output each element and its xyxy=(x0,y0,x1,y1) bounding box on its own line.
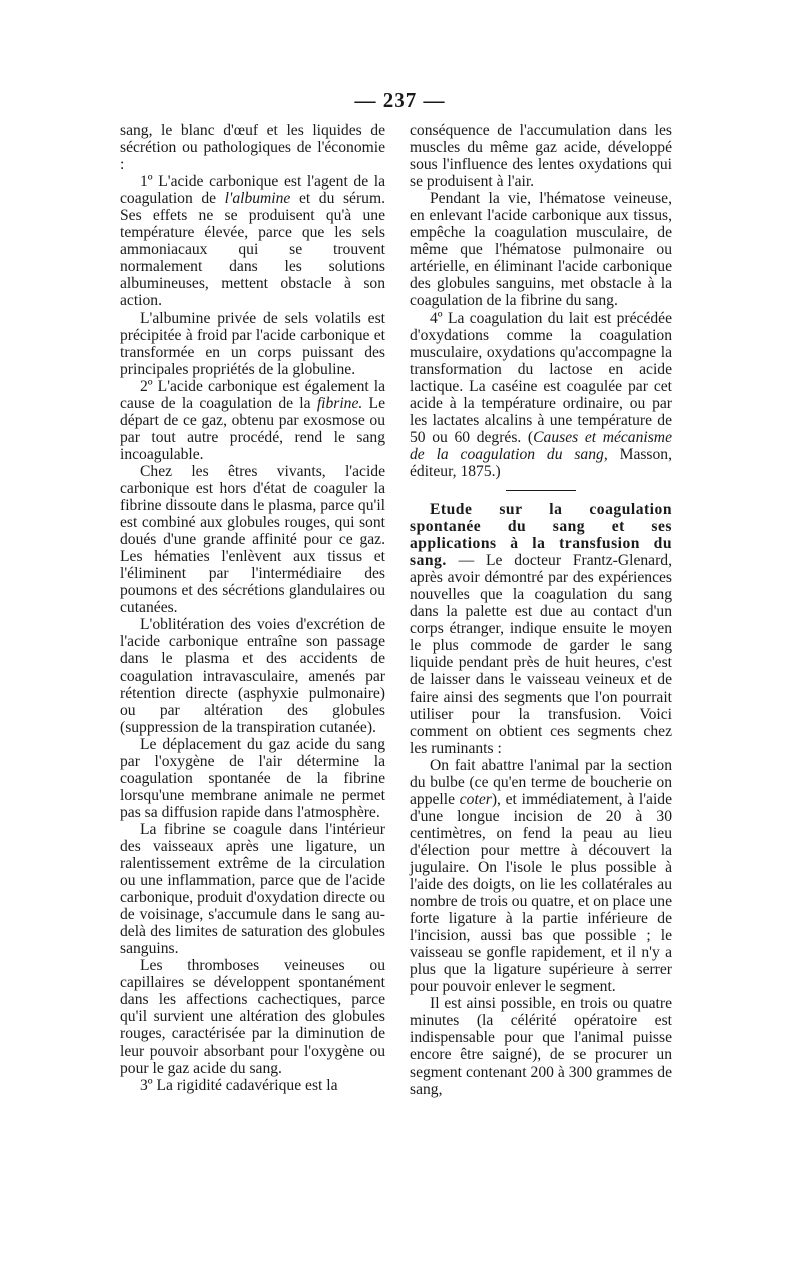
paragraph-p10 xyxy=(120,1077,385,1094)
italic-text: coter xyxy=(459,790,492,808)
text-segment: — Le docteur Frantz-Glenard, après avoir démontré par des expériences nouvelles que la coagulation du sang dans la palette est due au contact d'un corps étranger, indique ensuite le moyen le plus commode de garder le sang liquide pendant près de huit heures, c'est de laisser dans le vaisseau veineux et de faire ainsi des segments que l'on pourrait utiliser pour la transfusion. Voici comment on obtient ces segments chez les ruminants : xyxy=(410,552,672,757)
text-segment: 1º L'acide carbonique est l'agent de la coagulation de xyxy=(120,173,385,208)
text-segment: On fait abattre l'animal par la section du bulbe (ce qu'en terme de boucherie on appelle xyxy=(410,756,672,808)
right-column xyxy=(410,122,672,1098)
text-segment: Il est ainsi possible, en trois ou quatre minutes (la célérité opératoire est indispensable pour que l'animal puisse encore être saigné), de se procurer un segment contenant 200 à 300 grammes de sang, xyxy=(410,995,672,1098)
page-number: — 237 — xyxy=(354,88,446,112)
left-column xyxy=(120,122,385,1094)
text-segment: Pendant la vie, l'hématose veineuse, en enlevant l'acide carbonique aux tissus, empêche la coagulation musculaire, de même que l'hématose pulmonaire ou artérielle, en éliminant l'acide carbonique des globules sanguins, met obstacle à la coagulation de la fibrine du sang. xyxy=(410,190,672,310)
paragraph-p3 xyxy=(120,310,385,378)
text-segment: Masson, éditeur, 1875.) xyxy=(410,445,672,480)
paragraph-p8 xyxy=(120,821,385,957)
text-segment: 4º La coagulation du lait est précédée d'oxydations comme la coagulation musculaire, oxydations qu'accompagne la transformation du lactose en acide lactique. La caséine est coagulée par cet acide à la température ordinaire, ou par les lactates alcalins à une température de 50 ou 60 degrés. ( xyxy=(410,309,672,446)
text-segment: La fibrine se coagule dans l'intérieur des vaisseaux après une ligature, un ralentissement extrême de la circulation ou une inflammation, parce que de l'acide carbonique, produit d'oxydation directe ou de voisinage, s'accumule dans le sang au-delà des limites de saturation des globules sanguins. xyxy=(120,820,385,958)
text-segment: conséquence de l'accumulation dans les muscles du même gaz acide, développé sous l'influence des lentes oxydations qui se produisent à l'air. xyxy=(410,122,672,191)
text-segment: Chez les êtres vivants, l'acide carbonique est hors d'état de coaguler la fibrine dissoute dans le plasma, parce qu'il est combiné aux globules rouges, qui sont doués d'une grande affinité pour ce gaz. Les hématies l'enlèvent aux tissus et l'éliminent par l'intermédiaire des poumons et des sécrétions glandulaires ou cutanées. xyxy=(120,462,385,617)
text-segment: ), et immédiatement, à l'aide d'une longue incision de 20 à 30 centimètres, on fend la peau au lieu d'élection pour mettre à découvert la jugulaire. On l'isole le plus possible à l'aide des doigts, on lie les collatérales au nombre de trois ou quatre, et on place une forte ligature à la partie inférieure de l'incision, aussi bas que possible ; le vaisseau se gonfle rapidement, et il n'y a plus que la ligature supérieure à serrer pour pouvoir enlever le segment. xyxy=(410,790,673,996)
paragraph-p6 xyxy=(120,616,385,735)
italic-text: Causes et mécanisme de la coagulation du sang, xyxy=(410,428,672,463)
text-segment: L'albumine privée de sels volatils est précipitée à froid par l'acide carbonique et transformée en un corps puissant des principales propriétés de la globuline. xyxy=(120,309,385,378)
paragraph-r4 xyxy=(410,501,672,757)
italic-text: l'albumine xyxy=(224,190,291,208)
section-heading: Etude sur la coagulation spontanée du sang et ses applications à la transfusion du sang. xyxy=(410,500,672,570)
paragraph-r2 xyxy=(410,190,672,309)
italic-text: fibrine. xyxy=(316,394,363,412)
paragraph-r3 xyxy=(410,310,672,480)
text-segment: Les thromboses veineuses ou capillaires se développent spontanément dans les affections cachectiques, parce qu'il survient une altération des globules rouges, caractérisée par la diminution de leur pouvoir absorbant pour l'oxygène ou pour le gaz acide du sang. xyxy=(120,957,385,1077)
paragraph-p5 xyxy=(120,463,385,616)
section-divider xyxy=(506,490,576,491)
text-segment: Le départ de ce gaz, obtenu par exosmose ou par tout autre procédé, rend le sang incoagulable. xyxy=(120,394,385,463)
paragraph-p4 xyxy=(120,378,385,463)
text-segment: 2º L'acide carbonique est également la cause de la coagulation de la xyxy=(120,377,385,412)
paragraph-r6 xyxy=(410,995,672,1097)
paragraph-p1 xyxy=(120,122,385,173)
text-segment: 3º La rigidité cadavérique est la xyxy=(140,1076,338,1094)
paragraph-p2 xyxy=(120,173,385,309)
text-segment: L'oblitération des voies d'excrétion de l'acide carbonique entraîne son passage dans le plasma et des accidents de coagulation intravasculaire, amenés par rétention directe (asphyxie pulmonaire) ou par altération des globules (suppression de la transpiration cutanée). xyxy=(120,616,385,736)
text-segment: Le déplacement du gaz acide du sang par l'oxygène de l'air détermine la coagulation spontanée de la fibrine lorsqu'une membrane animale ne permet pas sa diffusion rapide dans l'atmosphère. xyxy=(120,735,385,821)
paragraph-p7 xyxy=(120,736,385,821)
paragraph-r5 xyxy=(410,757,672,996)
text-segment: sang, le blanc d'œuf et les liquides de sécrétion ou pathologiques de l'économie : xyxy=(120,122,385,174)
paragraph-p9 xyxy=(120,957,385,1076)
text-segment: et du sérum. Ses effets ne se produisent qu'à une température élevée, parce que les sels ammoniacaux qui se trouvent normalement dans les solutions albumineuses, mettent obstacle à son action. xyxy=(120,190,385,310)
paragraph-r1 xyxy=(410,122,672,190)
